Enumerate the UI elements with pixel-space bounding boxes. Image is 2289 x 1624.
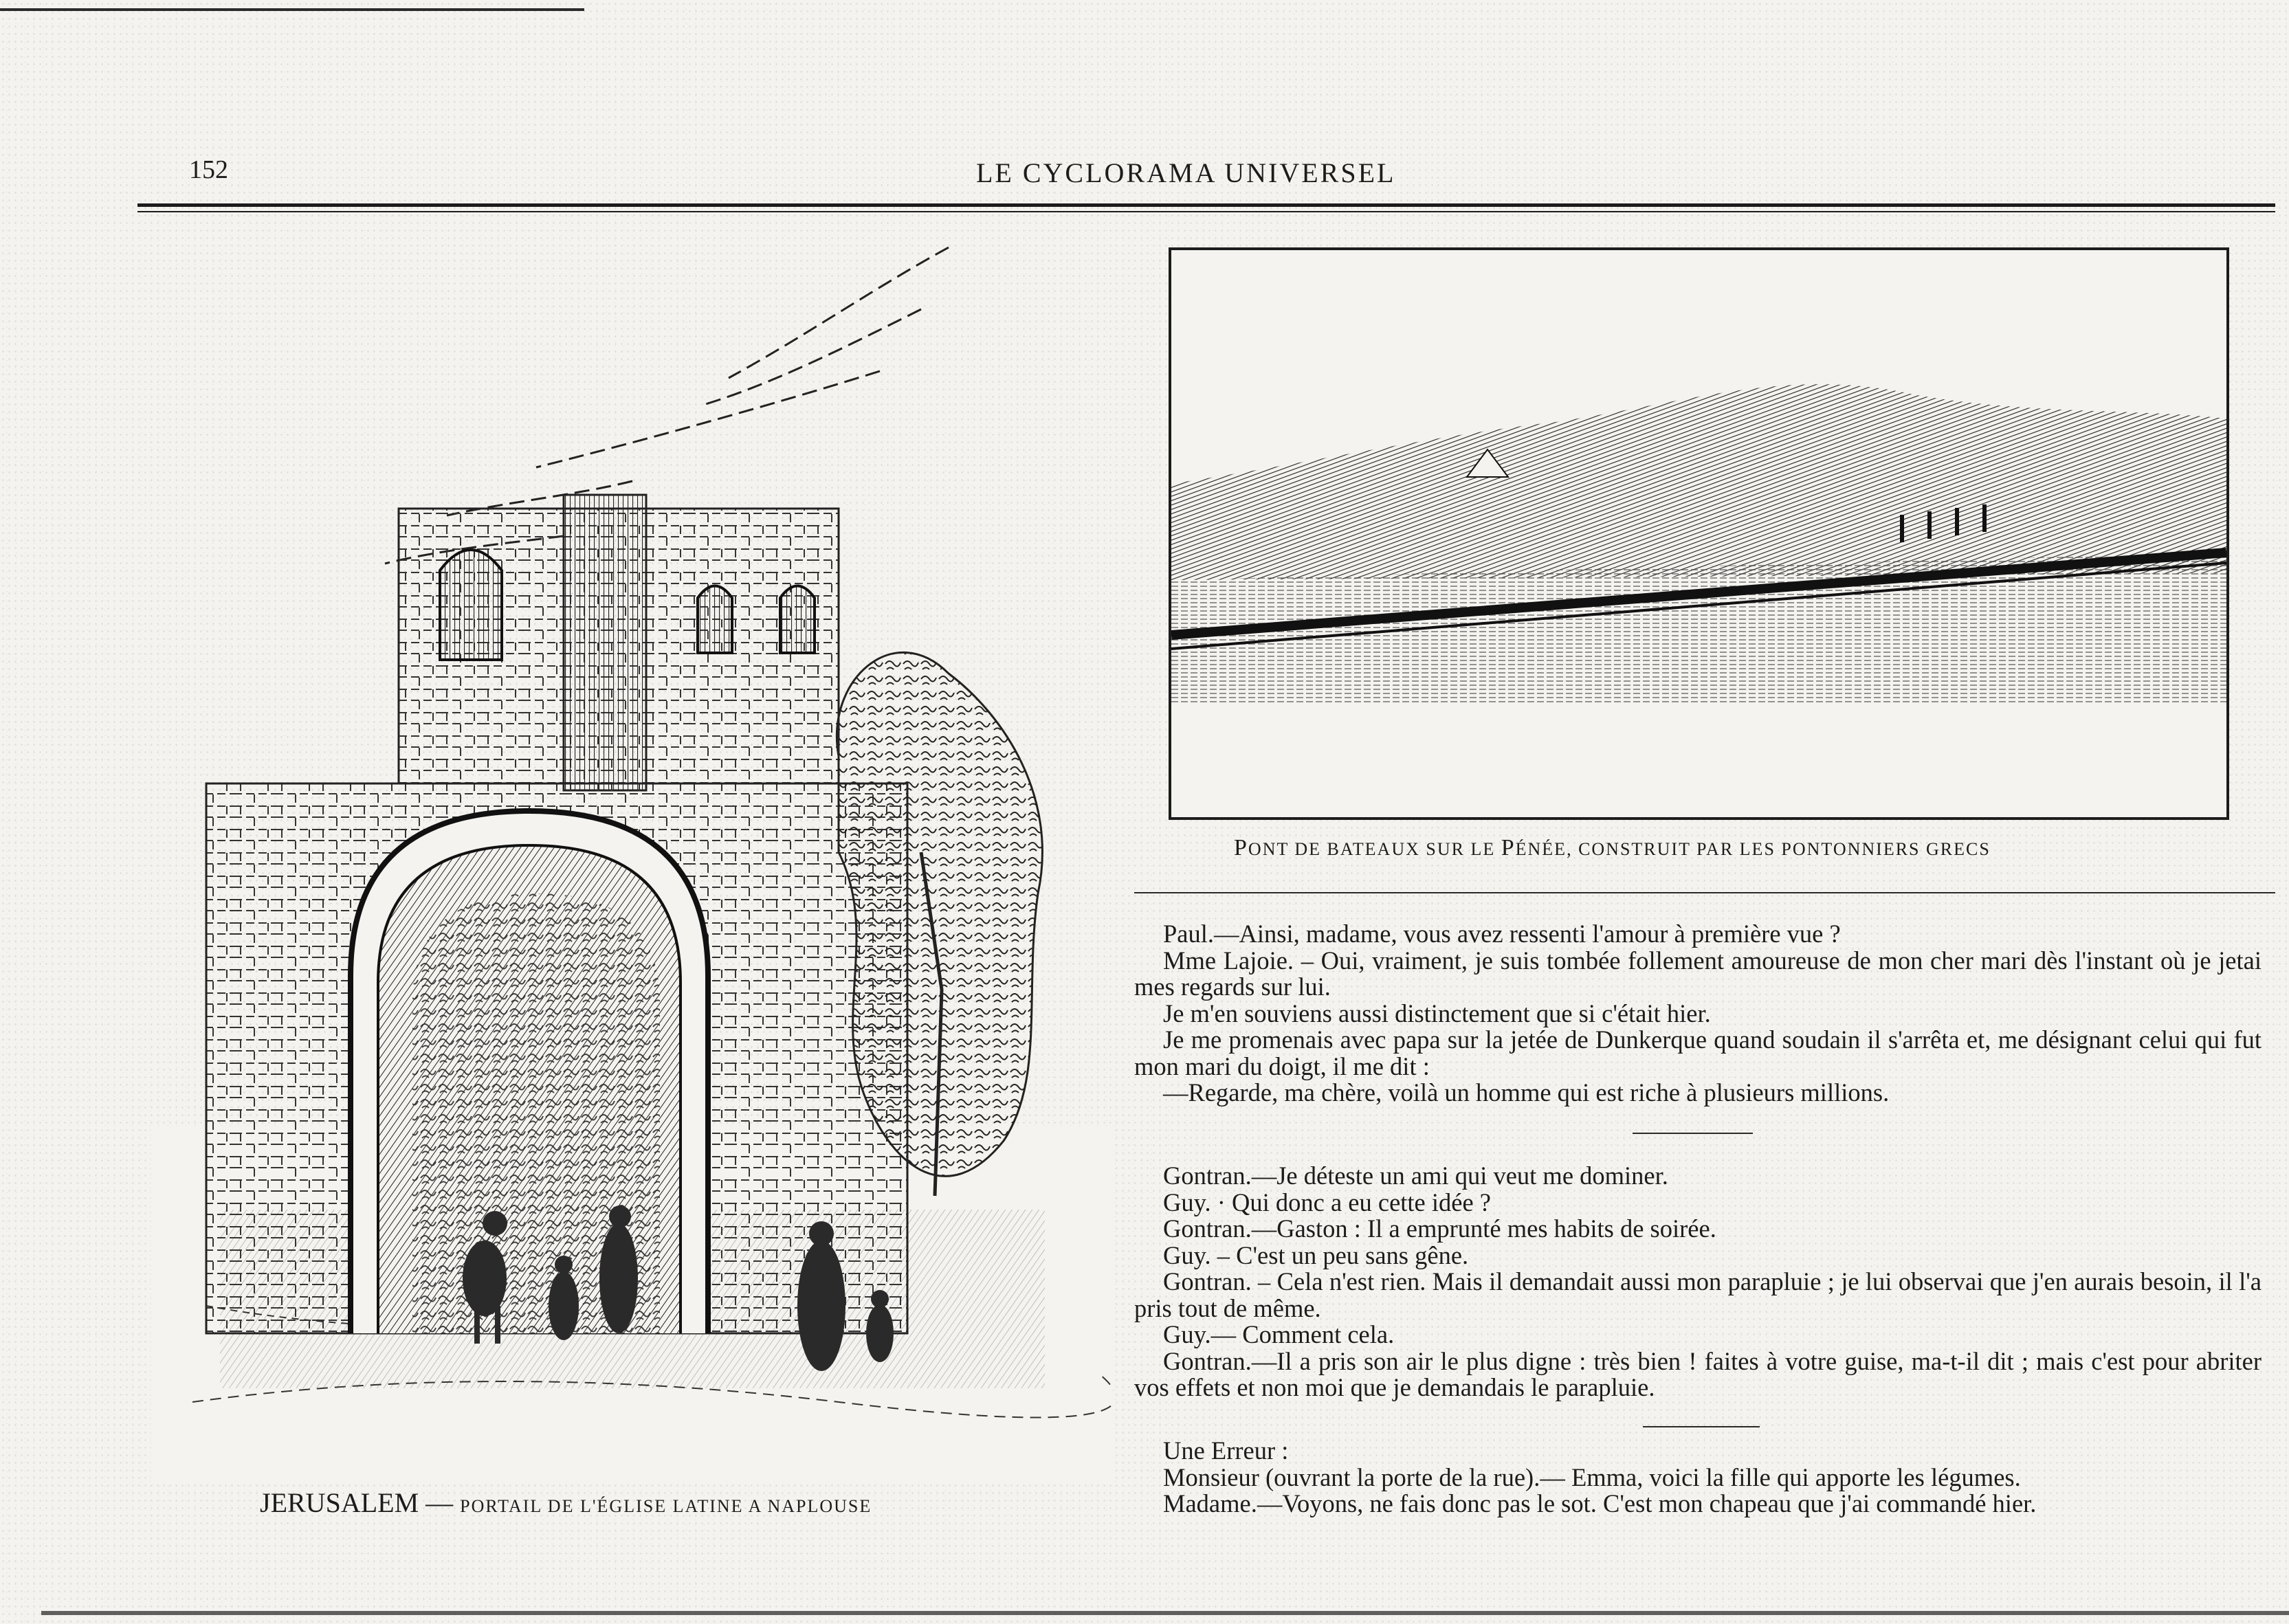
separator-rule: [1633, 1133, 1753, 1134]
caption-jerusalem-main: JERUSALEM: [260, 1487, 419, 1518]
joke-1-line: Paul.—Ainsi, madame, vous avez ressenti l'amour à première vue ?: [1163, 920, 1841, 948]
caption-bridge-p4: ÉNÉE, CONSTRUIT PAR LES PONTONNIERS GRECS: [1515, 839, 1991, 859]
joke-1-line: —Regarde, ma chère, voilà un homme qui est riche à plusieurs millions.: [1163, 1078, 1890, 1106]
joke-2-line: Guy. · Qui donc a eu cette idée ?: [1163, 1188, 1491, 1216]
joke-2-line: Gontran.—Je déteste un ami qui veut me dominer.: [1163, 1161, 1668, 1190]
caption-bridge-p3: P: [1501, 835, 1516, 860]
joke-2-line: Gontran.—Il a pris son air le plus digne : très bien ! faites à votre guise, ma-t-il dit ; mais c'est pour abriter vos effets et non moi que je demandais le parapluie.: [1134, 1346, 2262, 1401]
caption-pontoon-bridge: [1234, 835, 1991, 861]
header-rule: [137, 203, 2275, 212]
running-title: LE CYCLORAMA UNIVERSEL: [976, 157, 1396, 188]
page-number: 152: [189, 155, 228, 184]
caption-jerusalem-sub: PORTAIL DE L'ÉGLISE LATINE A NAPLOUSE: [460, 1496, 872, 1516]
joke-1-line: Je m'en souviens aussi distinctement que si c'était hier.: [1163, 999, 1711, 1027]
joke-1: [1134, 921, 2262, 1106]
joke-1-line: Mme Lajoie. – Oui, vraiment, je suis tombée follement amoureuse de mon cher mari dès l'instant où je jetai mes regards sur lui.: [1134, 946, 2262, 1001]
top-edge-rule: [0, 8, 584, 11]
joke-2: [1134, 1163, 2262, 1401]
separator-rule: [1643, 1426, 1760, 1427]
joke-3-line: Monsieur (ouvrant la porte de la rue).— Emma, voici la fille qui apporte les légumes.: [1163, 1462, 2021, 1491]
caption-bridge-p2: ONT DE BATEAUX SUR LE: [1248, 839, 1501, 859]
engraving-church-gate: [151, 234, 1114, 1484]
joke-1-line: Je me promenais avec papa sur la jetée de Dunkerque quand soudain il s'arrêta et, me désignant celui qui fut mon mari du doigt, il me dit :: [1134, 1025, 2262, 1080]
bottom-edge-rule: [41, 1611, 2289, 1615]
joke-3-line: Une Erreur :: [1163, 1436, 1289, 1465]
column-rule: [1134, 892, 2275, 893]
engraving-pontoon-bridge: [1171, 250, 2226, 817]
joke-2-line: Gontran. – Cela n'est rien. Mais il demandait aussi mon parapluie ; je lui observai que j'en aurais besoin, il l'a pris tout de même.: [1134, 1267, 2262, 1322]
joke-3-line: Madame.—Voyons, ne fais donc pas le sot. C'est mon chapeau que j'ai commandé hier.: [1163, 1489, 2037, 1517]
engraving-pontoon-bridge-frame: [1169, 247, 2229, 820]
caption-bridge-p1: P: [1234, 835, 1248, 860]
joke-3: [1134, 1438, 2262, 1517]
caption-jerusalem: [260, 1487, 872, 1519]
joke-2-line: Guy. – C'est un peu sans gêne.: [1163, 1241, 1469, 1269]
caption-jerusalem-dash: —: [419, 1487, 461, 1518]
joke-2-line: Gontran.—Gaston : Il a emprunté mes habits de soirée.: [1163, 1214, 1716, 1243]
joke-2-line: Guy.— Comment cela.: [1163, 1320, 1395, 1348]
